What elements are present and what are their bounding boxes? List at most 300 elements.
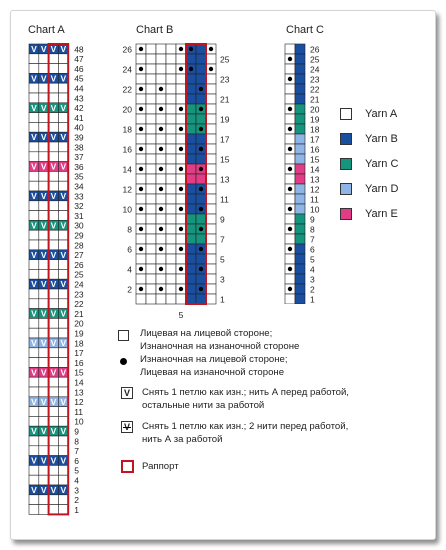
chart-a-row-number: 33 bbox=[74, 191, 84, 202]
chart-a-slip-symbol: V bbox=[40, 338, 47, 348]
chart-c-cell bbox=[285, 44, 295, 54]
yarn-label: Yarn C bbox=[365, 158, 399, 170]
chart-a-row-number: 29 bbox=[74, 230, 84, 241]
chart-c-color-cell bbox=[295, 54, 305, 64]
chart-b-purl-dot bbox=[139, 267, 143, 271]
chart-a-slip-symbol: V bbox=[60, 44, 67, 54]
chart-b-cell bbox=[166, 114, 176, 124]
chart-b-cell bbox=[136, 274, 146, 284]
chart-b-cell bbox=[176, 194, 186, 204]
chart-a-slip-symbol: V bbox=[31, 132, 37, 143]
chart-b-row-number: 10 bbox=[122, 204, 132, 215]
chart-b-purl-dot bbox=[209, 67, 213, 71]
chart-b-row-number: 25 bbox=[220, 54, 230, 65]
chart-c-title: Chart C bbox=[286, 24, 324, 36]
chart-c-cell bbox=[285, 194, 295, 204]
chart-b-cell bbox=[186, 134, 196, 144]
chart-a-slip-symbol: V bbox=[31, 44, 37, 54]
chart-b-cell bbox=[206, 154, 216, 164]
chart-a-cell bbox=[39, 387, 49, 397]
chart-a-row-number: 43 bbox=[74, 93, 84, 104]
chart-a-slip-symbol: V bbox=[40, 132, 47, 143]
chart-b-row-number: 18 bbox=[122, 124, 132, 135]
chart-b-cell bbox=[166, 284, 176, 294]
chart-b-cell bbox=[186, 264, 196, 274]
chart-b-cell bbox=[186, 204, 196, 214]
chart-a-row-number: 5 bbox=[74, 465, 79, 476]
chart-c-color-cell bbox=[295, 224, 305, 234]
chart-b-cell bbox=[176, 74, 186, 84]
chart-c-row-number: 23 bbox=[310, 74, 320, 85]
chart-c-color-cell bbox=[295, 74, 305, 84]
chart-c-purl-dot bbox=[288, 57, 292, 61]
chart-a-cell bbox=[58, 171, 68, 181]
chart-a-cell bbox=[58, 289, 68, 299]
chart-b-cell bbox=[176, 254, 186, 264]
key-purl-line2: Лицевая на изнаночной стороне bbox=[140, 367, 285, 378]
chart-b-purl-dot bbox=[139, 227, 143, 231]
chart-c-cell bbox=[285, 294, 295, 304]
chart-c-row-number: 7 bbox=[310, 234, 315, 245]
chart-b-cell bbox=[146, 184, 156, 194]
chart-b-cell bbox=[156, 134, 166, 144]
chart-b-cell bbox=[176, 84, 186, 94]
chart-b-cell bbox=[166, 254, 176, 264]
chart-a-cell bbox=[58, 152, 68, 162]
chart-b-cell bbox=[206, 144, 216, 154]
chart-a-cell bbox=[29, 201, 39, 211]
chart-b-cell bbox=[166, 94, 176, 104]
chart-b-purl-dot bbox=[179, 147, 183, 151]
chart-b-purl-dot bbox=[139, 187, 143, 191]
chart-b-cell bbox=[186, 254, 196, 264]
yarn-label: Yarn E bbox=[365, 208, 398, 220]
chart-b-row-number: 12 bbox=[122, 184, 132, 195]
chart-a-cell bbox=[39, 505, 49, 515]
chart-a-slip-symbol: V bbox=[40, 161, 47, 172]
chart-c-color-cell bbox=[295, 154, 305, 164]
chart-a-slip-symbol: V bbox=[60, 338, 67, 348]
chart-c-cell bbox=[285, 214, 295, 224]
chart-b-cell bbox=[206, 74, 216, 84]
key-slip-front-line1: Снять 1 петлю как изн.; 2 нити перед работой, bbox=[142, 421, 349, 432]
chart-c-purl-dot bbox=[288, 227, 292, 231]
chart-a-slip-symbol: V bbox=[50, 44, 57, 54]
chart-a-cell bbox=[39, 122, 49, 132]
chart-a-cell bbox=[58, 240, 68, 250]
chart-a-cell bbox=[58, 269, 68, 279]
chart-b-purl-dot bbox=[159, 207, 163, 211]
chart-a-cell bbox=[39, 495, 49, 505]
chart-c-color-cell bbox=[295, 184, 305, 194]
key-purl-line1: Изнаночная на лицевой стороне; bbox=[140, 354, 288, 365]
chart-a-row-number: 32 bbox=[74, 201, 84, 212]
chart-a-cell bbox=[39, 211, 49, 221]
chart-a-slip-symbol: V bbox=[40, 249, 47, 260]
chart-a-cell bbox=[58, 446, 68, 456]
yarn-swatch bbox=[340, 133, 352, 145]
chart-a-cell bbox=[58, 377, 68, 387]
chart-a-cell bbox=[39, 446, 49, 456]
chart-b-row-number: 3 bbox=[220, 274, 225, 285]
chart-a-row-number: 12 bbox=[74, 397, 84, 408]
chart-a-slip-symbol: V bbox=[40, 308, 47, 319]
chart-b-cell bbox=[166, 294, 176, 304]
chart-b-cell bbox=[146, 274, 156, 284]
chart-b-cell bbox=[166, 64, 176, 74]
chart-c-color-cell bbox=[295, 274, 305, 284]
chart-b-purl-dot bbox=[159, 107, 163, 111]
chart-a-row-number: 36 bbox=[74, 161, 84, 172]
chart-b-row-number: 6 bbox=[127, 244, 132, 255]
chart-c-cell bbox=[285, 254, 295, 264]
chart-a-cell bbox=[39, 152, 49, 162]
chart-b-cell bbox=[156, 194, 166, 204]
chart-c-cell bbox=[285, 174, 295, 184]
chart-a-cell bbox=[49, 416, 59, 426]
chart-a-row-number: 21 bbox=[74, 308, 84, 319]
chart-c-color-cell bbox=[295, 214, 305, 224]
chart-b-purl-dot bbox=[179, 167, 183, 171]
chart-c-cell bbox=[285, 114, 295, 124]
chart-b-purl-dot bbox=[179, 187, 183, 191]
chart-b-cell bbox=[176, 294, 186, 304]
chart-c-row-number: 16 bbox=[310, 144, 320, 155]
chart-b-purl-dot bbox=[199, 247, 203, 251]
chart-a-slip-symbol: V bbox=[60, 279, 67, 290]
chart-a-cell bbox=[49, 230, 59, 240]
chart-a-cell bbox=[39, 358, 49, 368]
chart-a-slip-symbol: V bbox=[60, 249, 67, 260]
chart-a-cell bbox=[29, 211, 39, 221]
chart-b-cell bbox=[146, 204, 156, 214]
chart-c-color-cell bbox=[295, 194, 305, 204]
chart-b-cell bbox=[146, 144, 156, 154]
chart-b-cell bbox=[186, 174, 196, 184]
chart-b-cell bbox=[146, 244, 156, 254]
chart-b-purl-dot bbox=[209, 47, 213, 51]
chart-b-cell bbox=[176, 214, 186, 224]
chart-b-row-number: 26 bbox=[122, 44, 132, 55]
legend-item bbox=[340, 183, 398, 195]
chart-a-cell bbox=[29, 113, 39, 123]
chart-a-slip-symbol: V bbox=[60, 367, 67, 378]
chart-b-cell bbox=[206, 184, 216, 194]
chart-a-cell bbox=[39, 318, 49, 328]
chart-c-row-number: 24 bbox=[310, 64, 320, 75]
chart-b-cell bbox=[136, 154, 146, 164]
chart-b-cell bbox=[156, 94, 166, 104]
chart-b-cell bbox=[196, 274, 206, 284]
chart-c-row-number: 15 bbox=[310, 154, 320, 165]
chart-a-cell bbox=[39, 436, 49, 446]
chart-a-slip-symbol: V bbox=[60, 102, 67, 113]
chart-a-row-number: 8 bbox=[74, 436, 79, 447]
chart-c-row-number: 4 bbox=[310, 264, 315, 275]
chart-b-cell bbox=[136, 114, 146, 124]
chart-a-row-number: 3 bbox=[74, 485, 79, 496]
chart-b-cell bbox=[186, 224, 196, 234]
chart-b-cell bbox=[206, 214, 216, 224]
chart-a-cell bbox=[58, 83, 68, 93]
chart-c-color-cell bbox=[295, 104, 305, 114]
chart-b-row-number: 16 bbox=[122, 144, 132, 155]
chart-b-purl-dot bbox=[199, 267, 203, 271]
chart-c-row-number: 6 bbox=[310, 244, 315, 255]
chart-b-row-number: 2 bbox=[127, 284, 132, 295]
legend-item bbox=[340, 133, 398, 145]
chart-a-row-number: 28 bbox=[74, 240, 84, 251]
chart-a-row-number: 17 bbox=[74, 348, 84, 359]
chart-c-row-number: 10 bbox=[310, 204, 320, 215]
chart-b-purl-dot bbox=[139, 87, 143, 91]
chart-b-purl-dot bbox=[179, 267, 183, 271]
chart-a-cell bbox=[49, 64, 59, 74]
chart-a-cell bbox=[58, 348, 68, 358]
chart-b-purl-dot bbox=[179, 207, 183, 211]
chart-a-slip-symbol: V bbox=[31, 161, 37, 172]
chart-a-cell bbox=[49, 299, 59, 309]
chart-a-cell bbox=[58, 416, 68, 426]
yarn-label: Yarn B bbox=[365, 133, 398, 145]
chart-b-cell bbox=[146, 214, 156, 224]
chart-b-cell bbox=[146, 164, 156, 174]
chart-b-cell bbox=[196, 294, 206, 304]
chart-a-cell bbox=[39, 230, 49, 240]
chart-b-cell bbox=[166, 214, 176, 224]
chart-b-cell bbox=[206, 284, 216, 294]
chart-b-purl-dot bbox=[199, 127, 203, 131]
chart-a-cell bbox=[49, 348, 59, 358]
chart-b-cell bbox=[206, 274, 216, 284]
chart-b-purl-dot bbox=[159, 267, 163, 271]
chart-b-cell bbox=[166, 104, 176, 114]
chart-a-row-number: 27 bbox=[74, 250, 84, 261]
chart-a-slip-symbol: V bbox=[40, 102, 47, 113]
chart-a-slip-symbol: V bbox=[50, 455, 57, 466]
chart-b-cell bbox=[196, 54, 206, 64]
chart-a-cell bbox=[58, 93, 68, 103]
chart-b-cell bbox=[146, 234, 156, 244]
chart-a-cell bbox=[39, 201, 49, 211]
chart-a-row-number: 11 bbox=[74, 406, 84, 417]
chart-b-cell bbox=[186, 194, 196, 204]
chart-a-cell bbox=[58, 64, 68, 74]
chart-b-purl-dot bbox=[199, 287, 203, 291]
chart-b-cell bbox=[176, 94, 186, 104]
chart-a-grid bbox=[27, 42, 97, 522]
chart-a-cell bbox=[49, 93, 59, 103]
chart-a-slip-symbol: V bbox=[50, 308, 57, 319]
chart-b-cell bbox=[166, 154, 176, 164]
chart-b-cell bbox=[156, 254, 166, 264]
chart-a-cell bbox=[58, 211, 68, 221]
chart-a-cell bbox=[58, 201, 68, 211]
chart-c-purl-dot bbox=[288, 207, 292, 211]
chart-a-cell bbox=[58, 495, 68, 505]
chart-b-cell bbox=[186, 284, 196, 294]
chart-c-color-cell bbox=[295, 264, 305, 274]
chart-a-cell bbox=[29, 93, 39, 103]
chart-b-purl-dot bbox=[199, 87, 203, 91]
chart-c-row-number: 26 bbox=[310, 44, 320, 55]
repeat-box-icon bbox=[121, 460, 134, 473]
chart-b-cell bbox=[206, 94, 216, 104]
chart-c-purl-dot bbox=[288, 247, 292, 251]
chart-b-cell bbox=[206, 224, 216, 234]
yarn-swatch bbox=[340, 183, 352, 195]
chart-b-purl-dot bbox=[159, 287, 163, 291]
chart-b-row-number: 15 bbox=[220, 154, 230, 165]
chart-a-cell bbox=[58, 142, 68, 152]
chart-b-purl-dot bbox=[159, 147, 163, 151]
chart-b-purl-dot bbox=[159, 87, 163, 91]
chart-b-cell bbox=[196, 94, 206, 104]
chart-a-slip-symbol: V bbox=[50, 338, 57, 348]
chart-b-cell bbox=[186, 94, 196, 104]
chart-b-purl-dot bbox=[179, 287, 183, 291]
chart-b-row-number: 17 bbox=[220, 134, 230, 145]
chart-c-color-cell bbox=[295, 244, 305, 254]
chart-a-cell bbox=[39, 171, 49, 181]
chart-a-row-number: 25 bbox=[74, 269, 84, 280]
chart-b-row-number: 4 bbox=[127, 264, 132, 275]
chart-b-cell bbox=[166, 174, 176, 184]
chart-c-color-cell bbox=[295, 234, 305, 244]
chart-a-row-number: 45 bbox=[74, 73, 84, 84]
chart-a-slip-symbol: V bbox=[31, 249, 37, 260]
chart-b-cell bbox=[196, 44, 206, 54]
chart-b-cell bbox=[146, 84, 156, 94]
chart-a-slip-symbol: V bbox=[31, 367, 37, 378]
chart-b-cell bbox=[206, 204, 216, 214]
chart-c-color-cell bbox=[295, 144, 305, 154]
chart-b-purl-dot bbox=[199, 207, 203, 211]
chart-b-row-number: 23 bbox=[220, 74, 230, 85]
chart-a-cell bbox=[49, 171, 59, 181]
chart-b-purl-dot bbox=[179, 127, 183, 131]
chart-a-cell bbox=[39, 328, 49, 338]
chart-b-cell bbox=[166, 194, 176, 204]
chart-c-row-number: 14 bbox=[310, 164, 320, 175]
chart-a-slip-symbol: V bbox=[60, 485, 67, 495]
chart-a-row-number: 40 bbox=[74, 122, 84, 133]
chart-a-slip-symbol: V bbox=[31, 426, 37, 437]
chart-a-cell bbox=[49, 407, 59, 417]
chart-c-cell bbox=[285, 134, 295, 144]
chart-c-cell bbox=[285, 234, 295, 244]
chart-b-purl-dot bbox=[139, 107, 143, 111]
chart-a-cell bbox=[39, 83, 49, 93]
chart-a-cell bbox=[29, 348, 39, 358]
chart-a-cell bbox=[49, 240, 59, 250]
chart-a-cell bbox=[29, 446, 39, 456]
chart-b-cell bbox=[166, 224, 176, 234]
chart-b-cell bbox=[186, 214, 196, 224]
chart-c-row-number: 20 bbox=[310, 104, 320, 115]
chart-a-cell bbox=[39, 113, 49, 123]
chart-a-slip-symbol: V bbox=[60, 161, 67, 172]
chart-b-cell bbox=[146, 54, 156, 64]
chart-b-cell bbox=[136, 294, 146, 304]
chart-a-row-number: 13 bbox=[74, 387, 84, 398]
chart-b-cell bbox=[146, 264, 156, 274]
chart-a-slip-symbol: V bbox=[40, 455, 47, 466]
chart-a-cell bbox=[39, 416, 49, 426]
chart-b-purl-dot bbox=[139, 247, 143, 251]
chart-b-cell bbox=[136, 214, 146, 224]
chart-a-slip-symbol: V bbox=[60, 455, 67, 466]
chart-a-cell bbox=[39, 465, 49, 475]
chart-a-slip-symbol: V bbox=[31, 279, 37, 290]
chart-a-row-number: 47 bbox=[74, 54, 84, 65]
chart-a-cell bbox=[49, 358, 59, 368]
chart-a-cell bbox=[29, 495, 39, 505]
chart-a-cell bbox=[58, 260, 68, 270]
chart-b-cell bbox=[166, 144, 176, 154]
chart-a-cell bbox=[49, 113, 59, 123]
chart-a-cell bbox=[58, 122, 68, 132]
chart-a-slip-symbol: V bbox=[40, 485, 47, 495]
chart-b-cell bbox=[176, 154, 186, 164]
chart-a-slip-symbol: V bbox=[31, 220, 37, 231]
chart-a-cell bbox=[49, 436, 59, 446]
chart-a-cell bbox=[49, 83, 59, 93]
key-knit-line1: Лицевая на лицевой стороне; bbox=[140, 328, 273, 339]
key-slip-front-line2: нить А за работой bbox=[142, 434, 223, 445]
chart-b-cell bbox=[186, 154, 196, 164]
chart-b-purl-dot bbox=[139, 207, 143, 211]
chart-b-cell bbox=[176, 234, 186, 244]
chart-a-slip-symbol: V bbox=[50, 191, 57, 201]
chart-b-cell bbox=[206, 294, 216, 304]
chart-b-cell bbox=[166, 234, 176, 244]
chart-b-cell bbox=[156, 274, 166, 284]
chart-b-cell bbox=[166, 274, 176, 284]
chart-b-cell bbox=[156, 234, 166, 244]
chart-a-cell bbox=[58, 318, 68, 328]
chart-b-purl-dot bbox=[199, 147, 203, 151]
chart-a-cell bbox=[29, 475, 39, 485]
chart-c-row-number: 3 bbox=[310, 274, 315, 285]
chart-a-cell bbox=[39, 93, 49, 103]
chart-a-row-number: 2 bbox=[74, 495, 79, 506]
chart-a-cell bbox=[29, 318, 39, 328]
chart-a-slip-symbol: V bbox=[40, 191, 47, 201]
chart-b-cell bbox=[196, 64, 206, 74]
chart-b-cell bbox=[146, 294, 156, 304]
chart-b-cell bbox=[146, 94, 156, 104]
chart-c-purl-dot bbox=[288, 267, 292, 271]
chart-b-purl-dot bbox=[189, 67, 193, 71]
chart-b-cell bbox=[146, 284, 156, 294]
chart-a-cell bbox=[29, 416, 39, 426]
chart-c-color-cell bbox=[295, 124, 305, 134]
chart-a-cell bbox=[39, 377, 49, 387]
chart-b-cell bbox=[156, 154, 166, 164]
chart-a-cell bbox=[29, 387, 39, 397]
chart-b-purl-dot bbox=[199, 227, 203, 231]
chart-b-cell bbox=[146, 154, 156, 164]
chart-a-cell bbox=[39, 269, 49, 279]
chart-a-cell bbox=[58, 387, 68, 397]
chart-b-cell bbox=[146, 174, 156, 184]
chart-b-cell bbox=[206, 114, 216, 124]
chart-a-cell bbox=[49, 142, 59, 152]
chart-c-color-cell bbox=[295, 294, 305, 304]
chart-a-row-number: 39 bbox=[74, 132, 84, 143]
chart-b-cell bbox=[146, 74, 156, 84]
